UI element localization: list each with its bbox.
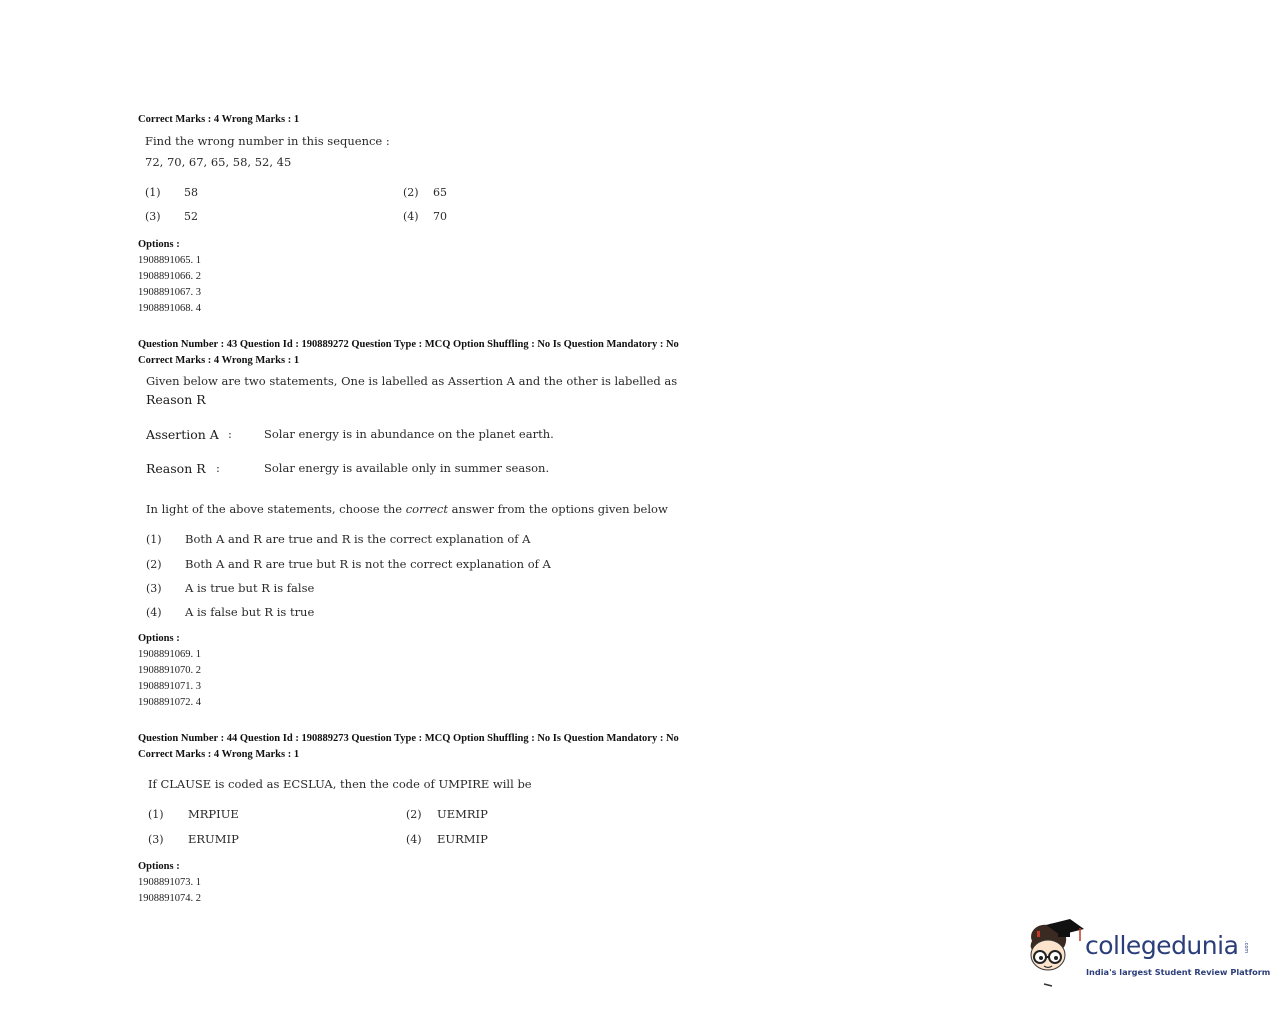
q42-option-1-num: (1) <box>145 186 161 199</box>
q42-option-2-num: (2) <box>403 186 419 199</box>
q44-stem: If CLAUSE is coded as ECSLUA, then the code of UMPIRE will be <box>148 777 532 791</box>
q43-instruction-emphasis: correct <box>405 502 448 516</box>
q42-option-id-1: 1908891065. 1 <box>138 255 201 266</box>
q43-option-2-num: (2) <box>146 558 162 571</box>
q42-options-label: Options : <box>138 239 180 250</box>
q44-option-3-num: (3) <box>148 833 164 846</box>
q44-option-4-num: (4) <box>406 833 422 846</box>
q44-options-label: Options : <box>138 861 180 872</box>
q43-intro-line2: Reason R <box>146 392 206 407</box>
q43-instruction <box>146 502 668 516</box>
q43-instruction-end: answer from the options given below <box>447 502 668 516</box>
q42-option-id-2: 1908891066. 2 <box>138 271 201 282</box>
logo-tagline: India's largest Student Review Platform <box>1086 967 1271 977</box>
q43-instruction-start: In light of the above statements, choose the <box>146 502 406 516</box>
q43-option-id-4: 1908891072. 4 <box>138 697 201 708</box>
q44-option-2-text: UEMRIP <box>437 807 488 821</box>
q42-option-4-text: 70 <box>433 210 447 223</box>
q42-option-4-num: (4) <box>403 210 419 223</box>
q44-option-id-2: 1908891074. 2 <box>138 893 201 904</box>
q44-option-id-1: 1908891073. 1 <box>138 877 201 888</box>
assertion-colon: : <box>228 427 232 441</box>
q42-option-1-text: 58 <box>184 186 198 199</box>
logo-com: .com <box>1243 941 1249 954</box>
q44-option-1-text: MRPIUE <box>188 807 239 821</box>
logo-wordmark: collegedunia <box>1085 931 1239 960</box>
q43-header: Question Number : 43 Question Id : 190889272 Question Type : MCQ Option Shuffling : No Is Question Mandatory : No <box>138 339 679 350</box>
q44-marks: Correct Marks : 4 Wrong Marks : 1 <box>138 749 300 760</box>
q43-options-label: Options : <box>138 633 180 644</box>
q43-option-3-num: (3) <box>146 582 162 595</box>
q42-option-id-4: 1908891068. 4 <box>138 303 201 314</box>
mascot-graduate-icon <box>1024 917 1086 989</box>
q43-intro-line1: Given below are two statements, One is labelled as Assertion A and the other is labelled as <box>146 374 678 388</box>
q44-option-1-num: (1) <box>148 808 164 821</box>
q44-option-3-text: ERUMIP <box>188 832 239 846</box>
q43-option-4-num: (4) <box>146 606 162 619</box>
q43-option-1-num: (1) <box>146 533 162 546</box>
q42-option-3-num: (3) <box>145 210 161 223</box>
q42-stem-line2: 72, 70, 67, 65, 58, 52, 45 <box>145 155 292 169</box>
q43-option-4-text: A is false but R is true <box>185 605 315 619</box>
q42-option-3-text: 52 <box>184 210 198 223</box>
reason-text: Solar energy is available only in summer season. <box>264 461 550 475</box>
q42-option-2-text: 65 <box>433 186 447 199</box>
assertion-label: Assertion A <box>146 427 219 442</box>
q43-marks: Correct Marks : 4 Wrong Marks : 1 <box>138 355 300 366</box>
q43-option-id-1: 1908891069. 1 <box>138 649 201 660</box>
q43-option-id-2: 1908891070. 2 <box>138 665 201 676</box>
assertion-text: Solar energy is in abundance on the planet earth. <box>264 427 554 441</box>
q44-header: Question Number : 44 Question Id : 190889273 Question Type : MCQ Option Shuffling : No Is Question Mandatory : No <box>138 733 679 744</box>
q42-marks: Correct Marks : 4 Wrong Marks : 1 <box>138 114 300 125</box>
q44-option-2-num: (2) <box>406 808 422 821</box>
q42-stem-line1: Find the wrong number in this sequence : <box>145 134 390 148</box>
q44-option-4-text: EURMIP <box>437 832 488 846</box>
q43-option-3-text: A is true but R is false <box>185 581 315 595</box>
q42-option-id-3: 1908891067. 3 <box>138 287 201 298</box>
q43-option-id-3: 1908891071. 3 <box>138 681 201 692</box>
q43-option-1-text: Both A and R are true and R is the correct explanation of A <box>185 532 531 546</box>
reason-colon: : <box>216 461 220 475</box>
q43-option-2-text: Both A and R are true but R is not the correct explanation of A <box>185 557 551 571</box>
reason-label: Reason R <box>146 461 206 476</box>
